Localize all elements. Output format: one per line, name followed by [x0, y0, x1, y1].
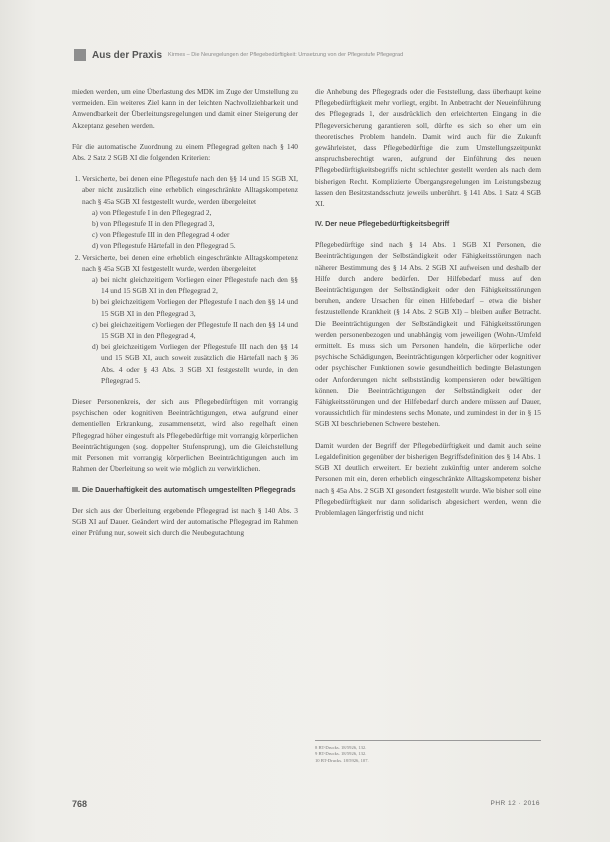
paragraph: mieden werden, um eine Überlastung des MDK im Zuge der Umstellung zu vermeiden. Ein weiteres Ziel kann in der leichten Nachvollziehbarkeit und Anwendbarkeit der Überleitungsregelungen und damit einer Steigerung der Akzeptanz gesehen werden. [72, 87, 298, 130]
sub-list-item: a) bei nicht gleichzeitigem Vorliegen einer Pflegestufe nach den §§ 14 und 15 SGB XI in den Pflegegrad 2, [92, 275, 298, 296]
footnote: 10 BT-Drucks. 18/5926, 107. [315, 757, 369, 763]
list-item [82, 173, 298, 251]
section-heading: III. Die Dauerhaftigkeit des automatisch umgestellten Pflegegrads [72, 484, 296, 494]
list-item [82, 252, 298, 386]
paragraph: Für die automatische Zuordnung zu einem Pflegegrad gelten nach § 140 Abs. 2 Satz 2 SGB XI die folgenden Kriterien: [72, 141, 298, 163]
sub-list-item: a) von Pflegestufe I in den Pflegegrad 2, [92, 207, 212, 217]
header-subtitle: Kirmes – Die Neuregelungen der Pflegebedürftigkeit: Umsetzung von der Pflegestufe Pflegegrad [168, 52, 404, 58]
footnotes [315, 740, 541, 764]
sub-list-item: d) bei gleichzeitigem Vorliegen der Pflegestufe III nach den §§ 14 und 15 SGB XI, auch soweit zusätzlich die Härtefall nach § 36 Abs. 4 oder § 43 Abs. 3 SGB XI festgestellt wurde, in den Pflegegrad 5. [92, 342, 298, 385]
sub-list-item: d) von Pflegestufe Härtefall in den Pflegegrad 5. [92, 241, 236, 251]
criteria-list [72, 173, 298, 386]
journal-reference: PHR 12 · 2016 [490, 800, 540, 807]
sub-list-item: b) bei gleichzeitigem Vorliegen der Pflegestufe I nach den §§ 14 und 15 SGB XI in den Pflegegrad 3, [92, 297, 298, 318]
sub-list [82, 274, 298, 386]
paragraph: Pflegebedürftige sind nach § 14 Abs. 1 SGB XI Personen, die Beeinträchtigungen der Selbständigkeit oder Fähigkeitsstörungen nach näherer Bestimmung des § 14 Abs. 2 SGB XI aufweisen und deshalb der Hilfe durch andere bedürfen. Der Hilfebedarf muss auf den Beeinträchtigungen der Selbständigkeit oder den Fähigkeitsstörungen beruhen, andere Ursachen für einen Hilfebedarf – etwa die bisher festzustellende Krankheit (§ 14 Abs. 2 SGB XI) – bleiben außer Betracht. Die Beeinträchtigungen der Selbständigkeit und Fähigkeitsstörungen werden personenbezogen und unabhängig vom jeweiligen (Wohn-/Umfeld ermittelt. Es muss sich um Personen handeln, die körperliche oder psychische Schädigungen, Beeinträchtigungen körperlicher oder kognitiver oder psychischer Funktionen sowie gesundheitlich bedingte Belastungen oder Anforderungen nicht selbstständig kompensieren oder bewältigen können. Die Beeinträchtigungen der Selbständigkeit oder der Fähigkeitsstörungen und der Hilfebedarf durch andere müssen auf Dauer, voraussichtlich für mindestens sechs Monate, und zumindest in der in § 15 SGB XI beschriebenen Schwere bestehen. [315, 240, 541, 429]
sub-list-item: c) von Pflegestufe III in den Pflegegrad 4 oder [92, 230, 230, 240]
running-header [74, 48, 540, 62]
paragraph: Der sich aus der Überleitung ergebende Pflegegrad ist nach § 140 Abs. 3 SGB XI auf Dauer. Geändert wird der automatische Pflegegrad im Rahmen einer Prüfung nur, soweit sich durch die Neubegutachtung [72, 505, 298, 537]
footnote: 8 BT-Drucks. 18/5926, 132. [315, 745, 367, 750]
list-item-text: Versicherte, bei denen eine Pflegestufe nach den §§ 14 und 15 SGB XI, aber nicht zusätzlich eine erheblich eingeschränkte Alltagskompetenz nach § 45a SGB XI festgestellt wurde, werden übergeleitet [82, 174, 298, 206]
sub-list-item: b) von Pflegestufe II in den Pflegegrad 3, [92, 219, 215, 229]
footnote: 9 BT-Drucks. 18/5926, 132. [315, 751, 367, 757]
paragraph: die Anhebung des Pflegegrads oder die Feststellung, dass überhaupt keine Pflegebedürftigkeit mehr vorliegt, ergibt. In Anbetracht der Neueinführung des Pflegegrads 1, der ausdrücklich den erleichterten Eingang in die Pflegeversicherung garantieren soll, dürfte es sich so eher um ein theoretisches Problem handeln. Damit wird auch für die Zukunft gewährleistet, dass Pflegebedürftige die zum Umstellungszeitpunkt anspruchsberechtigt waren, aufgrund der Einführung des neuen Pflegebedürftigkeitsbegriffs nicht schlechter gestellt werden als nach dem bisherigen Recht. Komplizierte Übergangsregelungen im Leistungsbezug lassen den Besitzstandsschutz jeweils unberührt. § 141 Abs. 1 Satz 4 SGB XI. [315, 87, 541, 209]
paragraph: Dieser Personenkreis, der sich aus Pflegebedürftigen mit vorrangig psychischen oder kognitiven Beeinträchtigungen, etwa aufgrund einer dementiellen Erkrankung, zusammensetzt, wird also regelhaft einen Pflegegrad höher eingestuft als Pflegebedürftige mit vorrangig körperlichen Beeinträchtigungen (sog. doppelter Stufensprung), um die Gleichstellung mit Personen mit vorrangig körperlichen Beeinträchtigungen auch im Rahmen der Überleitung so weit wie möglich zu verwirklichen. [72, 397, 298, 474]
header-section-title: Aus der Praxis [92, 49, 163, 61]
list-item-text: Versicherte, bei denen eine erheblich eingeschränkte Alltagskompetenz nach § 45a SGB XI festgestellt wurde, werden übergeleitet [82, 252, 298, 273]
page-number: 768 [72, 799, 88, 809]
sub-list [82, 207, 298, 252]
section-heading: IV. Der neue Pflegebedürftigkeitsbegriff [315, 219, 450, 229]
sub-list-item: c) bei gleichzeitigem Vorliegen der Pflegestufe II nach den §§ 14 und 15 SGB XI in den Pflegegrad 4, [92, 319, 298, 341]
section-marker [74, 49, 86, 61]
right-column [315, 86, 541, 528]
left-column [72, 86, 298, 548]
paragraph: Damit wurden der Begriff der Pflegebedürftigkeit und damit auch seine Legaldefinition gegenüber der bisherigen Begriffsdefinition des § 14 Abs. 1 SGB XI deutlich erweitert. Er bezieht zukünftig unter anderem solche Personen mit ein, deren erheblich eingeschränkte Alltagskompetenz bisher nach § 45a Abs. 2 SGB XI gesondert festgestellt wurde. Wie bisher soll eine Pflegebedürftigkeit nur dann solidarisch abgesichert werden, wenn die Problemlagen längerfristig und nicht [315, 440, 541, 517]
